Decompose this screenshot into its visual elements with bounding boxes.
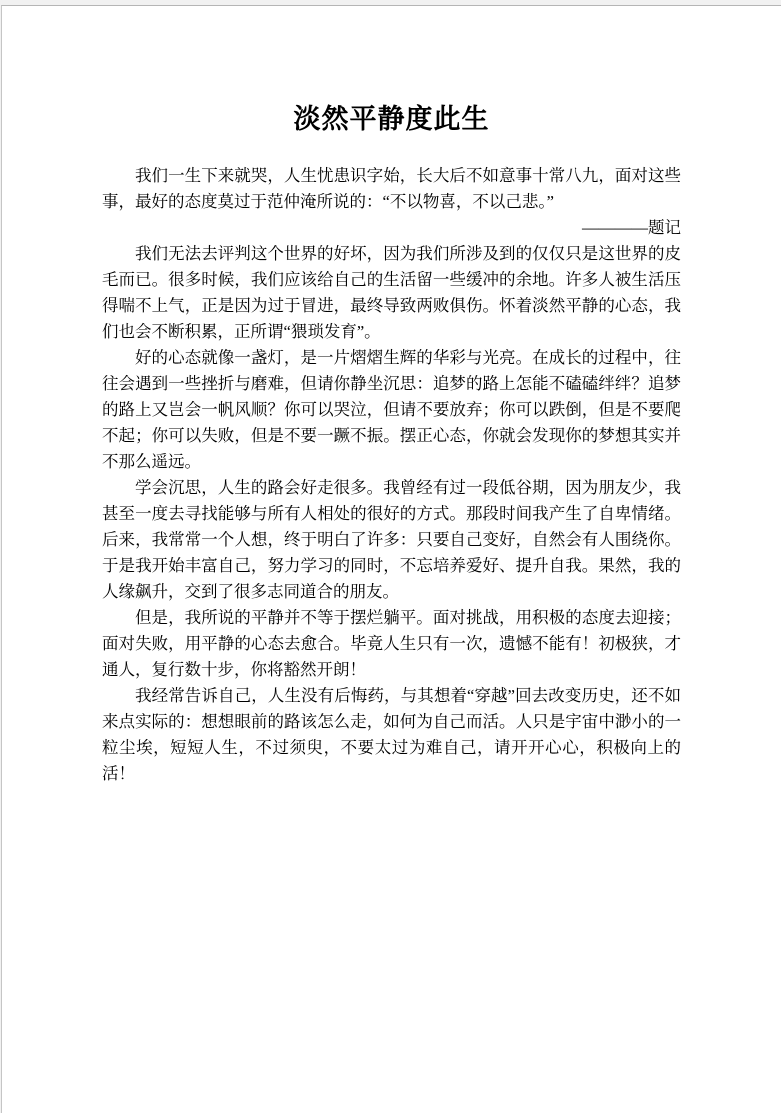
- essay-body: [102, 163, 681, 787]
- essay-title: 淡然平静度此生: [293, 104, 490, 134]
- essay-paragraph-3: 学会沉思，人生的路会好走很多。我曾经有过一段低谷期，因为朋友少，我甚至一度去寻找能够与所有人相处的很好的方式。那段时间我产生了自卑情绪。后来，我常常一个人想，终于明白了许多：只要自己变好，自然会有人围绕你。于是我开始丰富自己，努力学习的同时，不忘培养爱好、提升自我。果然，我的人缘飙升，交到了很多志同道合的朋友。: [102, 478, 681, 601]
- essay-paragraph-4: 但是，我所说的平静并不等于摆烂躺平。面对挑战，用积极的态度去迎接；面对失败，用平静的心态去愈合。毕竟人生只有一次，遗憾不能有！初极狭，才通人，复行数十步，你将豁然开朗！: [102, 608, 681, 679]
- epigraph-text: 我们一生下来就哭，人生忧患识字始，长大后不如意事十常八九，面对这些事，最好的态度莫过于范仲淹所说的：“不以物喜，不以己悲。”: [102, 166, 681, 211]
- epigraph-attribution: ————题记: [582, 218, 681, 237]
- essay-paragraph-2: 好的心态就像一盏灯，是一片熠熠生辉的华彩与光亮。在成长的过程中，往往会遇到一些挫折与磨难，但请你静坐沉思：追梦的路上怎能不磕磕绊绊？追梦的路上又岂会一帆风顺？你可以哭泣，但请不要放弃；你可以跌倒，但是不要爬不起；你可以失败，但是不要一蹶不振。摆正心态，你就会发现你的梦想其实并不那么遥远。: [102, 348, 681, 471]
- document-page: [1, 5, 781, 1113]
- essay-paragraph-1: 我们无法去评判这个世界的好坏，因为我们所涉及到的仅仅只是这世界的皮毛而已。很多时候，我们应该给自己的生活留一些缓冲的余地。许多人被生活压得喘不上气，正是因为过于冒进，最终导致两败俱伤。怀着淡然平静的心态，我们也会不断积累，正所谓“猥琐发育”。: [102, 244, 681, 341]
- essay-paragraph-5: 我经常告诉自己，人生没有后悔药，与其想着“穿越”回去改变历史，还不如来点实际的：想想眼前的路该怎么走，如何为自己而活。人只是宇宙中渺小的一粒尘埃，短短人生，不过须臾，不要太过为难自己，请开开心心，积极向上的活！: [102, 686, 681, 783]
